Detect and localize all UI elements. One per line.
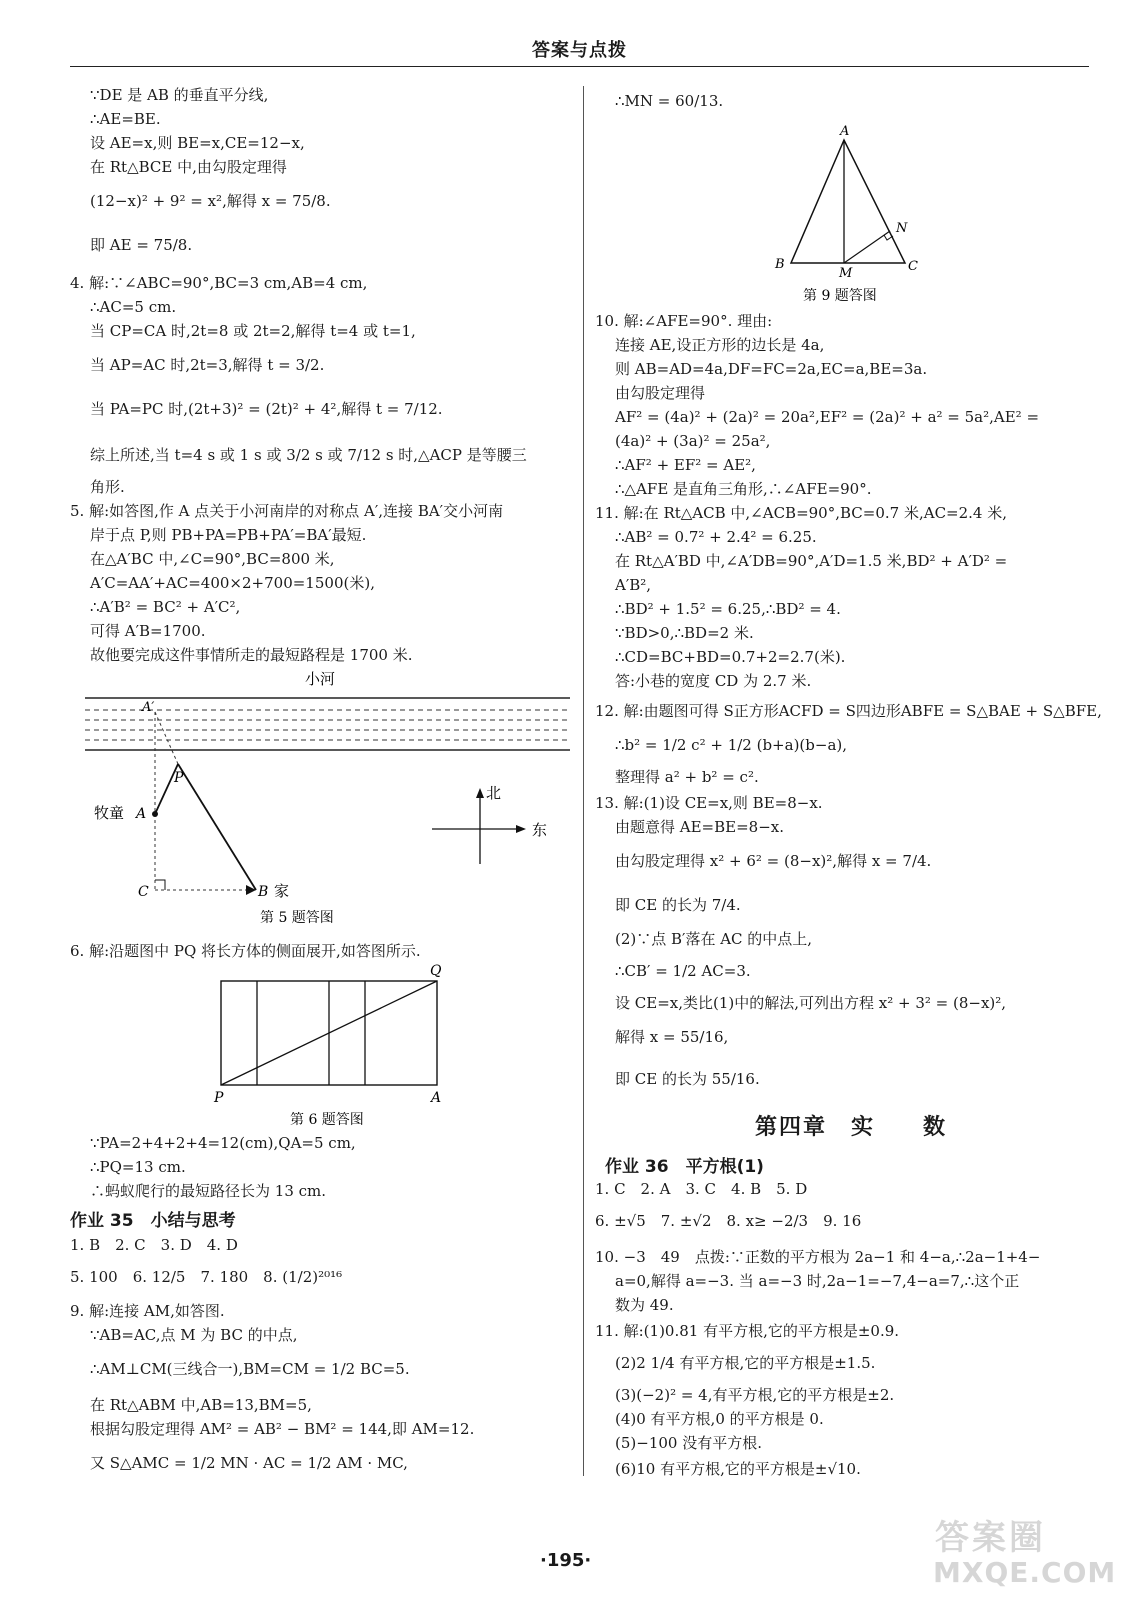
text-line: ∴b² = 1/2 c² + 1/2 (b+a)(b−a), <box>615 736 848 754</box>
header-title: 答案与点拨 <box>532 40 627 61</box>
text-line: ∴CD=BC+BD=0.7+2=2.7(米). <box>615 648 846 666</box>
figure-9-caption: 第 9 题答图 <box>803 288 877 304</box>
text-line: 9. 解:连接 AM,如答图. <box>70 1302 225 1320</box>
text-line: ∵AB=AC,点 M 为 BC 的中点, <box>90 1326 298 1344</box>
text-line: A′B², <box>615 576 652 594</box>
label-shepherd: 牧童 <box>94 804 125 822</box>
text-line: 可得 A′B=1700. <box>90 622 206 640</box>
watermark-domain: MXQE.COM <box>933 1556 1117 1589</box>
text-line: (4)0 有平方根,0 的平方根是 0. <box>615 1410 824 1428</box>
figure-9 <box>765 120 935 308</box>
text-line: (5)−100 没有平方根. <box>615 1434 762 1452</box>
text-line: 11. 解:在 Rt△ACB 中,∠ACB=90°,BC=0.7 米,AC=2.4 米, <box>595 504 1008 522</box>
text-line: 1. B 2. C 3. D 4. D <box>70 1236 238 1254</box>
text-line: 即 CE 的长为 55/16. <box>615 1070 760 1088</box>
label-north: 北 <box>486 784 502 802</box>
text-line: 6. ±√5 7. ±√2 8. x≥ −2/3 9. 16 <box>595 1212 862 1230</box>
text-line: 在 Rt△ABM 中,AB=13,BM=5, <box>90 1396 312 1414</box>
text-line: ∴CB′ = 1/2 AC=3. <box>615 962 751 980</box>
text-line: 设 CE=x,类比(1)中的解法,可列出方程 x² + 3² = (8−x)², <box>615 994 1007 1012</box>
text-line: ∴BD² + 1.5² = 6.25,∴BD² = 4. <box>615 600 841 618</box>
label-A: A <box>431 1090 442 1106</box>
label-A: A <box>136 806 147 822</box>
text-line: ∵PA=2+4+2+4=12(cm),QA=5 cm, <box>90 1134 356 1152</box>
text-line: 当 CP=CA 时,2t=8 或 2t=2,解得 t=4 或 t=1, <box>90 322 416 340</box>
text-line: 连接 AE,设正方形的边长是 4a, <box>615 336 825 354</box>
page-header <box>70 30 1089 67</box>
label-P: P <box>174 770 184 786</box>
text-line: A′C=AA′+AC=400×2+700=1500(米), <box>90 574 375 592</box>
figure-6-caption: 第 6 题答图 <box>290 1112 364 1128</box>
figure-5 <box>80 668 575 930</box>
text-line: ∴AC=5 cm. <box>90 298 177 316</box>
label-C: C <box>908 259 918 274</box>
text-line: 5. 100 6. 12/5 7. 180 8. (1/2)²⁰¹⁶ <box>70 1268 343 1286</box>
label-Q: Q <box>430 963 442 979</box>
text-line: 6. 解:沿题图中 PQ 将长方体的侧面展开,如答图所示. <box>70 942 421 960</box>
text-line: a=0,解得 a=−3. 当 a=−3 时,2a−1=−7,4−a=7,∴这个正 <box>615 1272 1020 1290</box>
text-line: ∴AB² = 0.7² + 2.4² = 6.25. <box>615 528 817 546</box>
figure-5-caption: 第 5 题答图 <box>260 910 334 926</box>
text-line: 11. 解:(1)0.81 有平方根,它的平方根是±0.9. <box>595 1322 900 1340</box>
text-line: (3)(−2)² = 4,有平方根,它的平方根是±2. <box>615 1386 895 1404</box>
text-line: ∴MN = 60/13. <box>615 92 724 110</box>
text-line: ∴PQ=13 cm. <box>90 1158 186 1176</box>
text-line: 在 Rt△A′BD 中,∠A′DB=90°,A′D=1.5 米,BD² + A′D² = <box>615 552 1008 570</box>
river-label: 小河 <box>305 670 336 688</box>
text-line: ∴A′B² = BC² + A′C², <box>90 598 241 616</box>
label-M: M <box>839 266 853 281</box>
text-line: 当 PA=PC 时,(2t+3)² = (2t)² + 4²,解得 t = 7/12. <box>90 400 443 418</box>
text-line: 由题意得 AE=BE=8−x. <box>615 818 784 836</box>
section-heading-36: 作业 36 平方根(1) <box>605 1157 764 1177</box>
text-line: 答:小巷的宽度 CD 为 2.7 米. <box>615 672 812 690</box>
text-line: 设 AE=x,则 BE=x,CE=12−x, <box>90 134 305 152</box>
label-home: 家 <box>274 882 290 900</box>
text-line: 在△A′BC 中,∠C=90°,BC=800 米, <box>90 550 335 568</box>
text-line: 当 AP=AC 时,2t=3,解得 t = 3/2. <box>90 356 325 374</box>
text-line: 12. 解:由题图可得 S正方形ACFD = S四边形ABFE = S△BAE + S△BFE, <box>595 702 1102 720</box>
text-line: 由勾股定理得 <box>615 384 706 402</box>
text-line: 综上所述,当 t=4 s 或 1 s 或 3/2 s 或 7/12 s 时,△ACP 是等腰三 <box>90 446 527 464</box>
watermark-logo <box>925 1510 1115 1595</box>
column-divider <box>583 86 584 1476</box>
label-B: B <box>258 884 269 900</box>
watermark-text: 答案圈 <box>935 1518 1046 1558</box>
label-N: N <box>896 221 908 236</box>
page-number: ·195· <box>540 1550 592 1571</box>
text-line: ∴△AFE 是直角三角形,∴∠AFE=90°. <box>615 480 872 498</box>
text-line: ∴AM⊥CM(三线合一),BM=CM = 1/2 BC=5. <box>90 1360 410 1378</box>
text-line: 角形. <box>90 478 125 496</box>
text-line: ∵DE 是 AB 的垂直平分线, <box>90 86 269 104</box>
text-line: ∴AF² + EF² = AE², <box>615 456 756 474</box>
text-line: 13. 解:(1)设 CE=x,则 BE=8−x. <box>595 794 823 812</box>
label-east: 东 <box>532 821 548 839</box>
text-line: 10. −3 49 点拨:∵正数的平方根为 2a−1 和 4−a,∴2a−1+4− <box>595 1248 1041 1266</box>
text-line: 岸于点 P,则 PB+PA=PB+PA′=BA′最短. <box>90 526 367 544</box>
text-line: 由勾股定理得 x² + 6² = (8−x)²,解得 x = 7/4. <box>615 852 932 870</box>
text-line: 故他要完成这件事情所走的最短路程是 1700 米. <box>90 646 413 664</box>
text-line: ∴AE=BE. <box>90 110 161 128</box>
text-line: 5. 解:如答图,作 A 点关于小河南岸的对称点 A′,连接 BA′交小河南 <box>70 502 504 520</box>
text-line: 即 AE = 75/8. <box>90 236 193 254</box>
text-line: 4. 解:∵∠ABC=90°,BC=3 cm,AB=4 cm, <box>70 274 368 292</box>
text-line: (12−x)² + 9² = x²,解得 x = 75/8. <box>90 192 331 210</box>
text-line: (4a)² + (3a)² = 25a², <box>615 432 771 450</box>
text-line: 1. C 2. A 3. C 4. B 5. D <box>595 1180 808 1198</box>
text-line: AF² = (4a)² + (2a)² = 20a²,EF² = (2a)² + a² = 5a²,AE² = <box>615 408 1040 426</box>
text-line: 10. 解:∠AFE=90°. 理由: <box>595 312 773 330</box>
text-line: (2)∵点 B′落在 AC 的中点上, <box>615 930 813 948</box>
label-P: P <box>214 1090 224 1106</box>
text-line: ∵BD>0,∴BD=2 米. <box>615 624 754 642</box>
text-line: 根据勾股定理得 AM² = AB² − BM² = 144,即 AM=12. <box>90 1420 475 1438</box>
text-line: 则 AB=AD=4a,DF=FC=2a,EC=a,BE=3a. <box>615 360 928 378</box>
text-line: 整理得 a² + b² = c². <box>615 768 759 786</box>
text-line: 又 S△AMC = 1/2 MN · AC = 1/2 AM · MC, <box>90 1454 408 1472</box>
figure-6 <box>210 962 450 1132</box>
text-line: (2)2 1/4 有平方根,它的平方根是±1.5. <box>615 1354 876 1372</box>
label-B: B <box>775 257 785 272</box>
text-line: ∴蚂蚁爬行的最短路径长为 13 cm. <box>90 1182 327 1200</box>
chapter-heading: 第四章 实 数 <box>755 1114 948 1140</box>
label-C: C <box>138 884 149 900</box>
section-heading-35: 作业 35 小结与思考 <box>70 1211 236 1231</box>
text-line: 即 CE 的长为 7/4. <box>615 896 741 914</box>
text-line: 在 Rt△BCE 中,由勾股定理得 <box>90 158 287 176</box>
text-line: (6)10 有平方根,它的平方根是±√10. <box>615 1460 861 1478</box>
label-A-prime: A′ <box>142 700 155 715</box>
text-line: 数为 49. <box>615 1296 674 1314</box>
text-line: 解得 x = 55/16, <box>615 1028 729 1046</box>
label-A: A <box>840 124 850 139</box>
